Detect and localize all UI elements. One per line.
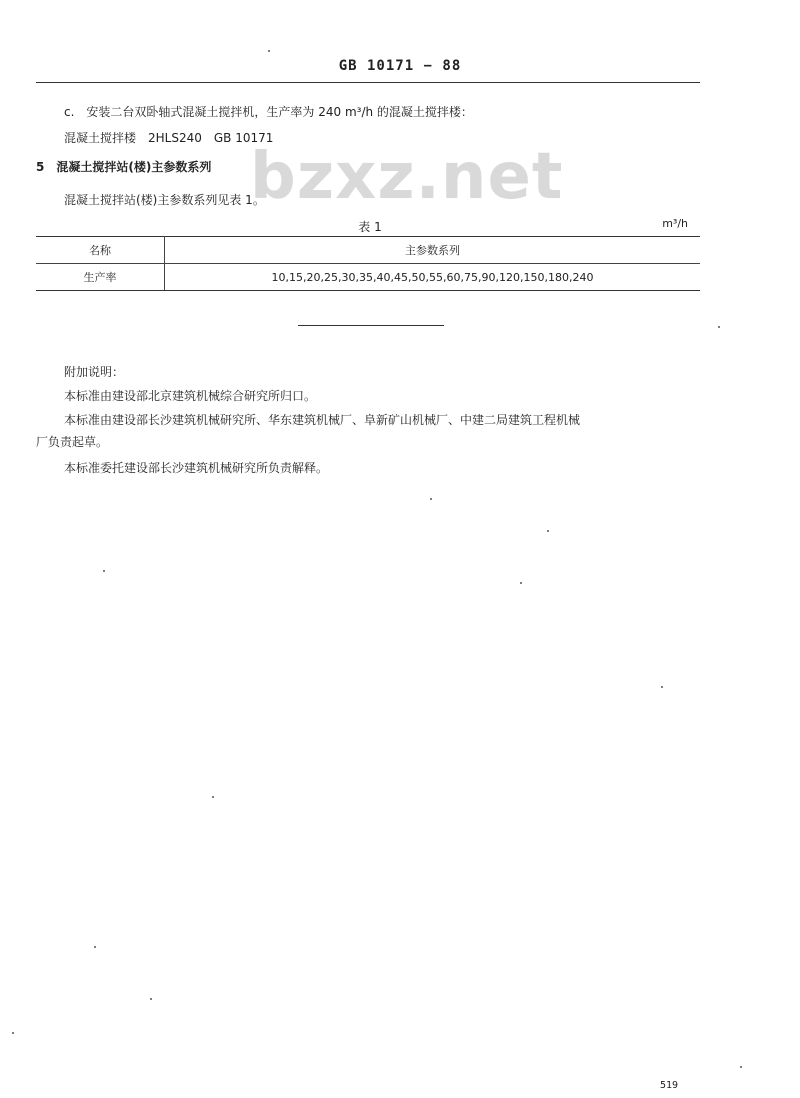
table-cell: 生产率 [36, 264, 165, 291]
section-divider [298, 325, 444, 326]
scan-speck [212, 796, 214, 798]
scan-speck [268, 50, 270, 52]
section-heading: 5 混凝土搅拌站(楼)主参数系列 [36, 160, 212, 174]
scan-speck [520, 582, 522, 584]
scan-speck [718, 326, 720, 328]
table-header-cell: 名称 [36, 237, 165, 264]
notes-title: 附加说明： [64, 365, 125, 379]
scan-speck [94, 946, 96, 948]
notes-line: 本标准委托建设部长沙建筑机械研究所负责解释。 [64, 461, 329, 475]
scan-speck [150, 998, 152, 1000]
scan-speck [547, 530, 549, 532]
table-header-cell: 主参数系列 [165, 237, 701, 264]
scan-speck [430, 498, 432, 500]
header-rule [36, 82, 700, 83]
item-c-text: c. 安装二台双卧轴式混凝土搅拌机，生产率为 240 m³/h 的混凝土搅拌楼： [64, 105, 473, 119]
notes-line: 厂负责起草。 [36, 435, 109, 449]
table-cell: 10,15,20,25,30,35,40,45,50,55,60,75,90,120,150,180,240 [165, 264, 701, 291]
table-caption: 表 1 [358, 220, 382, 234]
table-unit: m³/h [662, 217, 688, 230]
section-text: 混凝土搅拌站(楼)主参数系列见表 1。 [64, 193, 265, 207]
parameter-table [36, 236, 700, 291]
notes-line: 本标准由建设部长沙建筑机械研究所、华东建筑机械厂、阜新矿山机械厂、中建二局建筑工程机械 [64, 413, 581, 427]
notes-line: 本标准由建设部北京建筑机械综合研究所归口。 [64, 389, 317, 403]
item-c-code: 混凝土搅拌楼 2HLS240 GB 10171 [64, 131, 274, 145]
scan-speck [103, 570, 105, 572]
scan-speck [12, 1032, 14, 1034]
standard-code-header: GB 10171 − 88 [338, 58, 462, 74]
watermark: bzxz.net [250, 140, 564, 214]
scan-speck [661, 686, 663, 688]
table-header-row [36, 237, 700, 264]
scan-speck [740, 1066, 742, 1068]
page-number: 519 [659, 1080, 678, 1091]
table-row [36, 264, 700, 291]
